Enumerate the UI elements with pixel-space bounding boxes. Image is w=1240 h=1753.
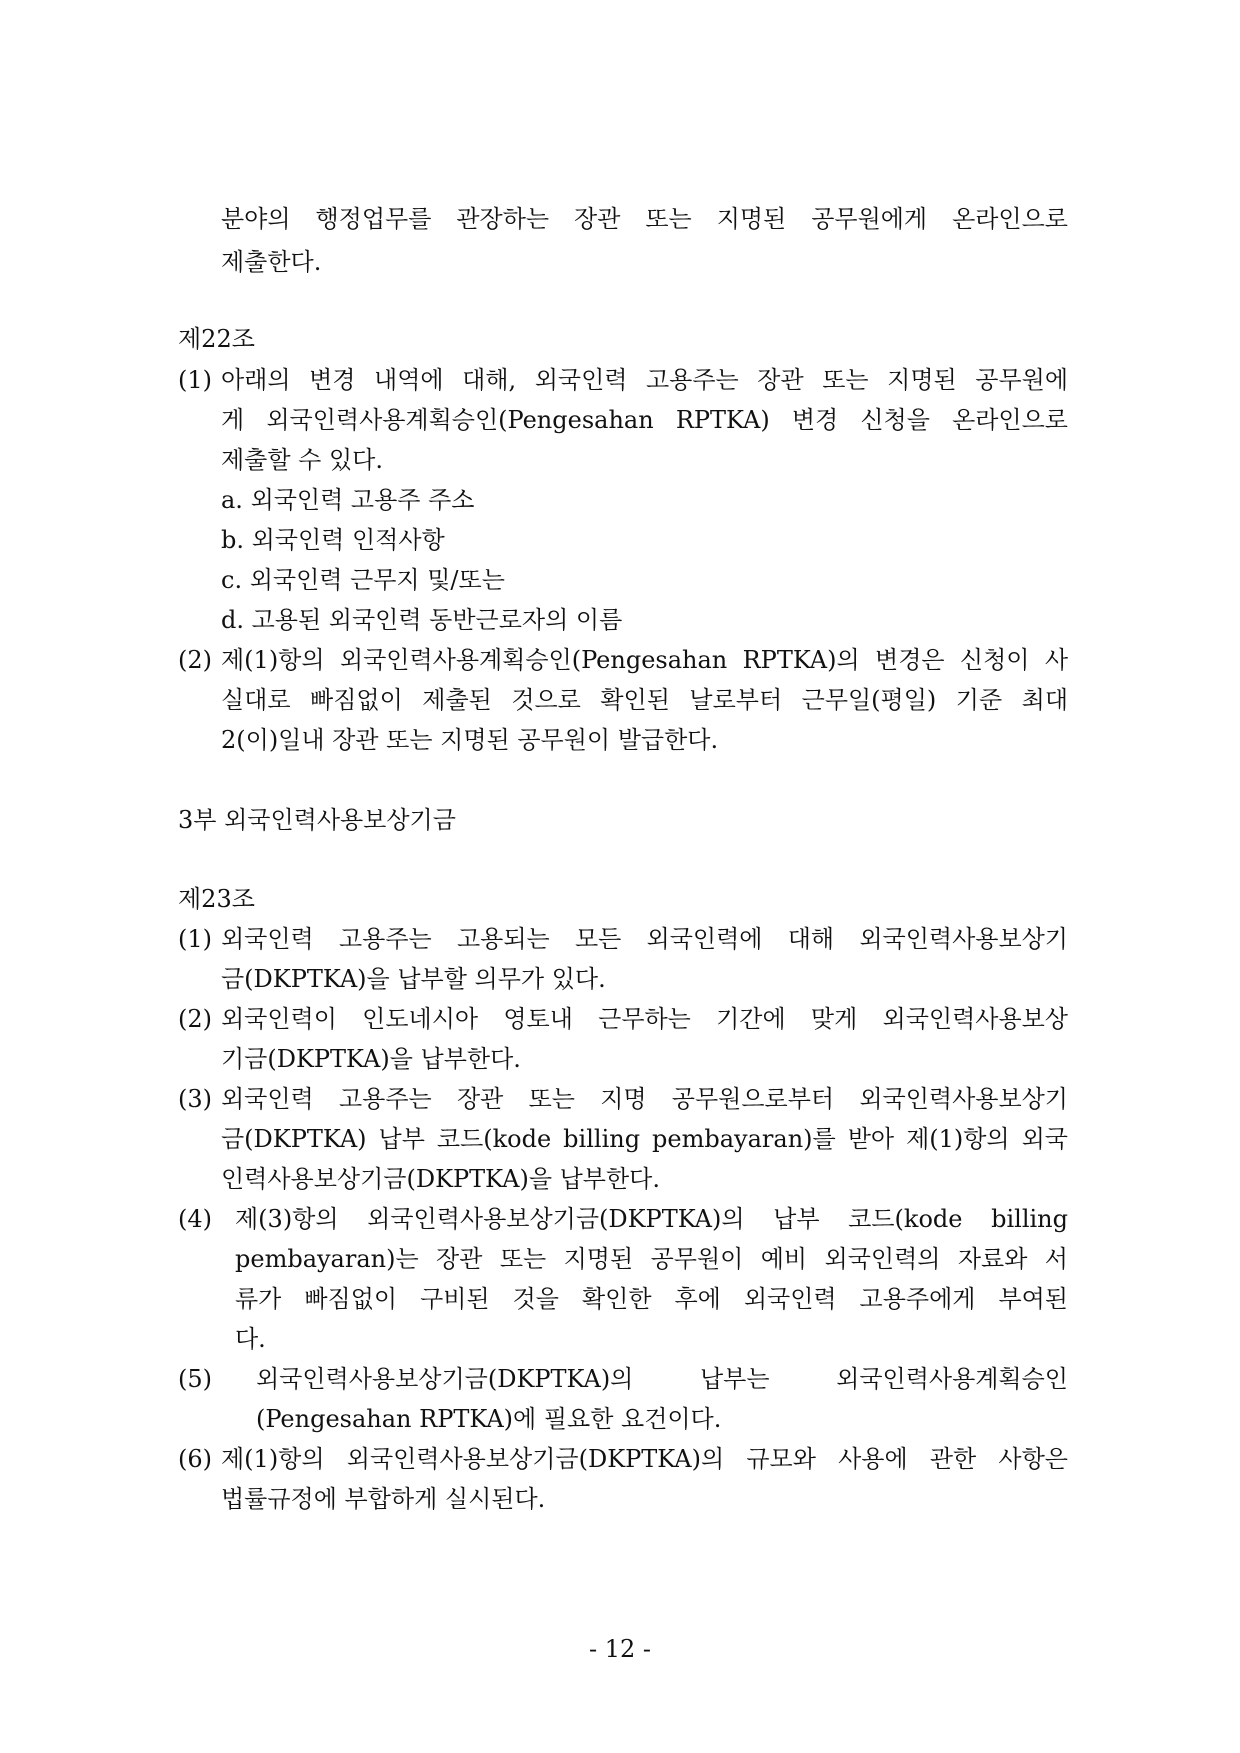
paragraph-number: (3): [178, 1085, 212, 1113]
paragraph-line: 외국인력사용보상기금(DKPTKA)의 납부는 외국인력사용계획승인: [256, 1365, 1068, 1393]
paragraph-number: (6): [178, 1445, 212, 1473]
paragraph-line: 게 외국인력사용계획승인(Pengesahan RPTKA) 변경 신청을 온라인으로: [221, 406, 1068, 434]
paragraph-line: 금(DKPTKA)을 납부할 의무가 있다.: [221, 965, 606, 993]
paragraph-line: 류가 빠짐없이 구비된 것을 확인한 후에 외국인력 고용주에게 부여된: [235, 1285, 1068, 1313]
intro-line: 분야의 행정업무를 관장하는 장관 또는 지명된 공무원에게 온라인으로: [221, 205, 1068, 233]
list-item: b. 외국인력 인적사항: [221, 526, 445, 554]
paragraph-line: 외국인력이 인도네시아 영토내 근무하는 기간에 맞게 외국인력사용보상: [221, 1005, 1068, 1033]
paragraph-line: 아래의 변경 내역에 대해, 외국인력 고용주는 장관 또는 지명된 공무원에: [221, 366, 1068, 394]
paragraph-line: 제(1)항의 외국인력사용계획승인(Pengesahan RPTKA)의 변경은 신청이 사: [221, 646, 1068, 674]
paragraph-number: (4): [178, 1205, 212, 1233]
paragraph-line: 다.: [235, 1325, 266, 1353]
part-3-heading: 3부 외국인력사용보상기금: [178, 806, 456, 834]
paragraph-line: 기금(DKPTKA)을 납부한다.: [221, 1045, 521, 1073]
intro-line: 제출한다.: [221, 248, 322, 276]
article-23-heading: 제23조: [178, 885, 255, 913]
paragraph-line: 제(1)항의 외국인력사용보상기금(DKPTKA)의 규모와 사용에 관한 사항은: [221, 1445, 1068, 1473]
paragraph-line: 법률규정에 부합하게 실시된다.: [221, 1485, 546, 1513]
list-item: d. 고용된 외국인력 동반근로자의 이름: [221, 606, 623, 634]
paragraph-number: (2): [178, 1005, 212, 1033]
page-number: - 12 -: [588, 1635, 651, 1663]
list-item: c. 외국인력 근무지 및/또는: [221, 566, 505, 594]
paragraph-line: 실대로 빠짐없이 제출된 것으로 확인된 날로부터 근무일(평일) 기준 최대: [221, 686, 1068, 714]
paragraph-number: (2): [178, 646, 212, 674]
paragraph-line: 제(3)항의 외국인력사용보상기금(DKPTKA)의 납부 코드(kode billing: [235, 1205, 1068, 1233]
paragraph-line: 외국인력 고용주는 장관 또는 지명 공무원으로부터 외국인력사용보상기: [221, 1085, 1068, 1113]
article-22-heading: 제22조: [178, 325, 255, 353]
paragraph-line: 인력사용보상기금(DKPTKA)을 납부한다.: [221, 1165, 660, 1193]
paragraph-line: pembayaran)는 장관 또는 지명된 공무원이 예비 외국인력의 자료와 서: [235, 1245, 1068, 1273]
paragraph-line: 2(이)일내 장관 또는 지명된 공무원이 발급한다.: [221, 726, 719, 754]
list-item: a. 외국인력 고용주 주소: [221, 486, 475, 514]
paragraph-line: 외국인력 고용주는 고용되는 모든 외국인력에 대해 외국인력사용보상기: [221, 925, 1068, 953]
paragraph-line: 제출할 수 있다.: [221, 446, 383, 474]
paragraph-number: (1): [178, 925, 212, 953]
paragraph-line: 금(DKPTKA) 납부 코드(kode billing pembayaran)를 받아 제(1)항의 외국: [221, 1125, 1068, 1153]
paragraph-number: (1): [178, 366, 212, 394]
paragraph-line: (Pengesahan RPTKA)에 필요한 요건이다.: [256, 1405, 722, 1433]
paragraph-number: (5): [178, 1365, 212, 1393]
